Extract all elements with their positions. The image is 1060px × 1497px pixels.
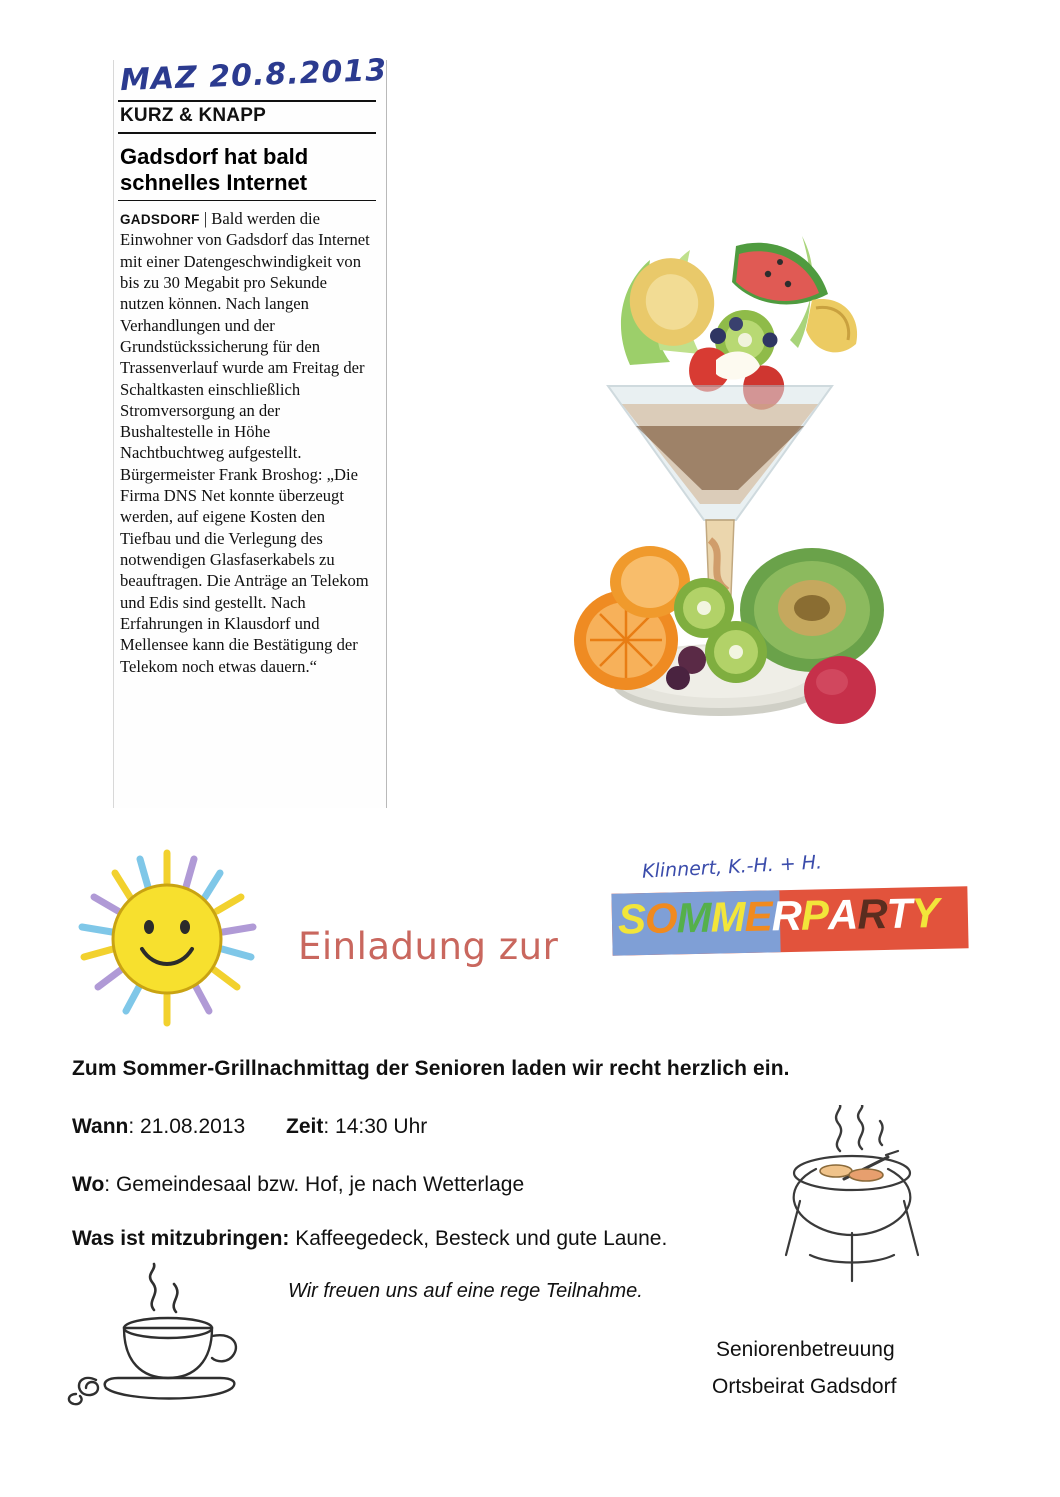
banner-letter: E	[744, 892, 773, 940]
handwritten-date: MAZ 20.8.2013	[119, 52, 388, 99]
time-value: : 14:30 Uhr	[323, 1115, 428, 1138]
divider-under-section	[118, 132, 376, 134]
banner-letter: O	[644, 894, 678, 943]
divider-top	[118, 100, 376, 102]
banner-background	[611, 886, 968, 955]
banner-letter: Y	[910, 888, 939, 937]
invitation-where-line	[72, 1173, 524, 1197]
article-body-text: Bald werden die Einwohner von Gadsdorf das Internet mit einer Datengeschwindigkeit von bis zu 30 Megabit pro Sekunde nutzen können. Nach langen Verhandlungen und der Grundstückssicherung für den Trassenverlauf wurde am Freitag der Schaltkasten einschließlich Stromversorgung an der Bushaltestelle in Höhe Nachtbuchtweg aufgestellt. Bürgermeister Frank Broshog: „Die Firma DNS Net konnte überzeugt werden, auf eigene Kosten den Tiefbau und die Verlegung des notwendigen Glasfaserkabels zu beauftragen. Die Anträge an Telekom und Edis sind gestellt. Nach Erfahrungen in Klausdorf und Mellensee kann die Bestätigung der Telekom noch etwas dauern.“	[120, 209, 370, 676]
signature-line-2: Ortsbeirat Gadsdorf	[712, 1375, 897, 1398]
grill-icon	[770, 1105, 930, 1295]
when-label: Wann	[72, 1115, 129, 1138]
banner-letter: T	[886, 889, 912, 937]
signature-line-1: Seniorenbetreuung	[716, 1338, 895, 1361]
invitation-intro: Zum Sommer-Grillnachmittag der Senioren laden wir recht herzlich ein.	[72, 1057, 790, 1080]
dateline-separator: |	[199, 209, 212, 228]
newspaper-clipping	[113, 52, 388, 808]
article-headline: Gadsdorf hat bald schnelles Internet	[120, 144, 309, 195]
sommerparty-banner	[612, 851, 972, 972]
section-label: KURZ & KNAPP	[120, 105, 266, 126]
banner-letter: M	[710, 892, 746, 941]
banner-letter: R	[771, 891, 802, 940]
invitation-bring-line	[72, 1227, 667, 1251]
when-time-gap	[245, 1115, 286, 1138]
where-label: Wo	[72, 1173, 105, 1196]
article-body	[120, 208, 370, 677]
fruit-cup-photo	[540, 190, 900, 750]
handwritten-names: Klinnert, K.-H. + H.	[641, 851, 823, 883]
divider-under-headline	[118, 200, 376, 201]
invitation-when-line	[72, 1115, 427, 1139]
banner-letter: A	[827, 890, 858, 939]
coffee-cup-icon	[62, 1262, 262, 1422]
bring-label: Was ist mitzubringen:	[72, 1227, 290, 1250]
invitation-closing: Wir freuen uns auf eine rege Teilnahme.	[288, 1280, 643, 1302]
when-value: : 21.08.2013	[128, 1115, 246, 1138]
banner-letter: P	[800, 891, 829, 939]
banner-letter: R	[856, 889, 888, 938]
sun-icon	[70, 845, 265, 1035]
where-value: : Gemeindesaal bzw. Hof, je nach Wetterlage	[104, 1173, 525, 1196]
article-dateline: GADSDORF	[120, 212, 200, 227]
einladung-heading: Einladung zur	[298, 925, 559, 968]
time-label: Zeit	[286, 1115, 324, 1138]
bring-value: Kaffeegedeck, Besteck und gute Laune.	[289, 1227, 668, 1250]
banner-letters	[617, 888, 968, 943]
banner-letter: S	[617, 895, 646, 943]
banner-letter: M	[676, 893, 712, 942]
